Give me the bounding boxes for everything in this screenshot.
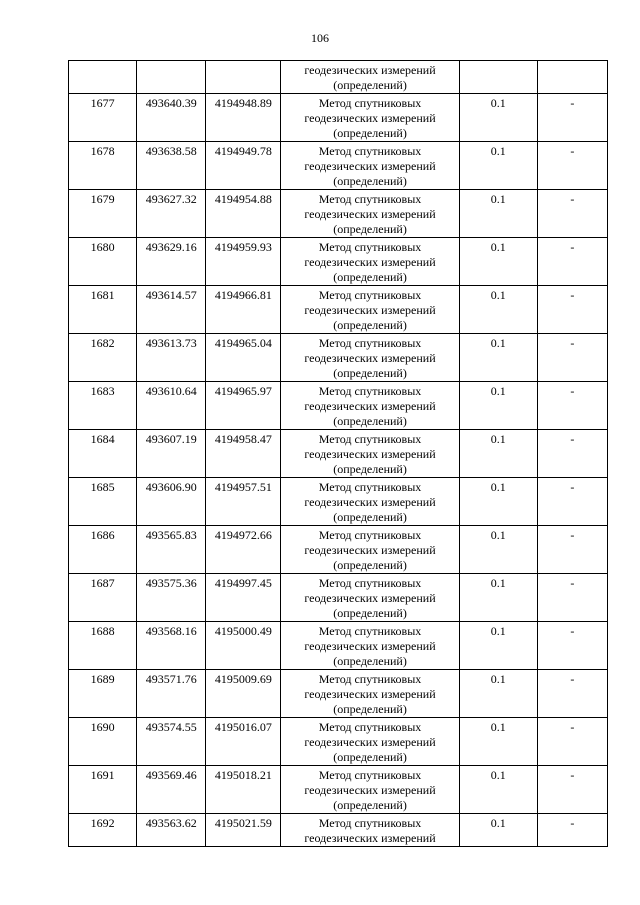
method-line: (определений): [333, 366, 407, 380]
cell-method: [281, 382, 459, 430]
method-line: (определений): [333, 78, 407, 92]
cell-num: 1692: [69, 814, 137, 847]
cell-x: 493607.19: [137, 430, 206, 478]
cell-num: 1682: [69, 334, 137, 382]
cell-x: 493606.90: [137, 478, 206, 526]
method-line: (определений): [333, 318, 407, 332]
page-number: 106: [311, 31, 329, 45]
method-line: Метод спутниковых: [318, 480, 422, 494]
cell-y: 4194948.89: [206, 94, 281, 142]
cell-accuracy: 0.1: [459, 814, 537, 847]
cell-method: [281, 94, 459, 142]
cell-y: 4195021.59: [206, 814, 281, 847]
cell-x: [137, 61, 206, 94]
method-line: (определений): [333, 414, 407, 428]
method-line: Метод спутниковых: [318, 576, 422, 590]
table-row: [69, 526, 608, 574]
cell-accuracy: 0.1: [459, 718, 537, 766]
cell-num: 1686: [69, 526, 137, 574]
cell-note: -: [537, 526, 607, 574]
table-row: [69, 142, 608, 190]
method-line: Метод спутниковых: [318, 192, 422, 206]
cell-accuracy: 0.1: [459, 430, 537, 478]
method-line: Метод спутниковых: [318, 672, 422, 686]
method-line: Метод спутниковых: [318, 384, 422, 398]
cell-accuracy: 0.1: [459, 94, 537, 142]
cell-y: 4195018.21: [206, 766, 281, 814]
table-row: [69, 670, 608, 718]
method-line: Метод спутниковых: [318, 432, 422, 446]
cell-x: 493574.55: [137, 718, 206, 766]
method-line: геодезических измерений: [304, 639, 436, 653]
method-line: (определений): [333, 750, 407, 764]
cell-note: -: [537, 286, 607, 334]
cell-method: [281, 670, 459, 718]
method-line: Метод спутниковых: [318, 288, 422, 302]
table-body: [69, 61, 608, 847]
cell-note: -: [537, 622, 607, 670]
cell-note: -: [537, 142, 607, 190]
cell-note: -: [537, 190, 607, 238]
cell-y: 4194958.47: [206, 430, 281, 478]
cell-method: [281, 526, 459, 574]
table-row: [69, 718, 608, 766]
cell-x: 493613.73: [137, 334, 206, 382]
cell-num: 1679: [69, 190, 137, 238]
method-line: геодезических измерений: [304, 111, 436, 125]
method-line: геодезических измерений: [304, 303, 436, 317]
cell-note: [537, 61, 607, 94]
cell-method: [281, 190, 459, 238]
cell-y: 4194954.88: [206, 190, 281, 238]
method-line: (определений): [333, 558, 407, 572]
cell-y: 4194957.51: [206, 478, 281, 526]
cell-x: 493610.64: [137, 382, 206, 430]
cell-y: 4194965.97: [206, 382, 281, 430]
cell-method: [281, 766, 459, 814]
cell-x: 493640.39: [137, 94, 206, 142]
cell-y: 4195000.49: [206, 622, 281, 670]
method-line: геодезических измерений: [304, 351, 436, 365]
cell-accuracy: 0.1: [459, 526, 537, 574]
table-row: [69, 238, 608, 286]
cell-num: 1683: [69, 382, 137, 430]
cell-x: 493569.46: [137, 766, 206, 814]
method-line: геодезических измерений: [304, 687, 436, 701]
cell-note: -: [537, 382, 607, 430]
table-row: [69, 286, 608, 334]
cell-x: 493627.32: [137, 190, 206, 238]
method-line: геодезических измерений: [304, 255, 436, 269]
method-line: Метод спутниковых: [318, 720, 422, 734]
cell-num: 1690: [69, 718, 137, 766]
method-line: (определений): [333, 798, 407, 812]
method-line: Метод спутниковых: [318, 240, 422, 254]
table-row: [69, 382, 608, 430]
cell-note: -: [537, 766, 607, 814]
cell-method: [281, 718, 459, 766]
method-line: геодезических измерений: [304, 591, 436, 605]
cell-accuracy: 0.1: [459, 766, 537, 814]
method-line: Метод спутниковых: [318, 528, 422, 542]
method-line: (определений): [333, 462, 407, 476]
method-line: Метод спутниковых: [318, 336, 422, 350]
cell-y: 4195009.69: [206, 670, 281, 718]
cell-accuracy: 0.1: [459, 622, 537, 670]
method-line: геодезических измерений: [304, 63, 436, 77]
cell-x: 493568.16: [137, 622, 206, 670]
cell-method: [281, 286, 459, 334]
method-line: (определений): [333, 510, 407, 524]
cell-note: -: [537, 94, 607, 142]
cell-method: [281, 430, 459, 478]
cell-num: 1685: [69, 478, 137, 526]
method-line: геодезических измерений: [304, 399, 436, 413]
cell-accuracy: 0.1: [459, 382, 537, 430]
cell-x: 493638.58: [137, 142, 206, 190]
table-row: [69, 766, 608, 814]
method-line: геодезических измерений: [304, 207, 436, 221]
table-row: [69, 190, 608, 238]
method-line: Метод спутниковых: [318, 768, 422, 782]
cell-method: [281, 622, 459, 670]
cell-note: -: [537, 430, 607, 478]
cell-num: 1684: [69, 430, 137, 478]
cell-accuracy: 0.1: [459, 574, 537, 622]
cell-accuracy: 0.1: [459, 334, 537, 382]
method-line: геодезических измерений: [304, 831, 436, 845]
cell-note: -: [537, 718, 607, 766]
method-line: (определений): [333, 702, 407, 716]
cell-method: [281, 334, 459, 382]
cell-num: 1689: [69, 670, 137, 718]
table-row: [69, 334, 608, 382]
cell-y: 4194966.81: [206, 286, 281, 334]
cell-x: 493563.62: [137, 814, 206, 847]
coordinates-table: [68, 60, 608, 847]
cell-note: -: [537, 670, 607, 718]
method-line: (определений): [333, 270, 407, 284]
method-line: Метод спутниковых: [318, 96, 422, 110]
method-line: геодезических измерений: [304, 783, 436, 797]
cell-x: 493571.76: [137, 670, 206, 718]
cell-accuracy: 0.1: [459, 238, 537, 286]
cell-y: 4194972.66: [206, 526, 281, 574]
cell-num: [69, 61, 137, 94]
cell-accuracy: 0.1: [459, 478, 537, 526]
method-line: Метод спутниковых: [318, 144, 422, 158]
cell-note: -: [537, 334, 607, 382]
method-line: (определений): [333, 654, 407, 668]
cell-accuracy: [459, 61, 537, 94]
table-row: [69, 814, 608, 847]
cell-accuracy: 0.1: [459, 142, 537, 190]
cell-y: 4194965.04: [206, 334, 281, 382]
method-line: геодезических измерений: [304, 447, 436, 461]
cell-note: -: [537, 574, 607, 622]
table-row: [69, 574, 608, 622]
cell-method: [281, 478, 459, 526]
cell-method: [281, 574, 459, 622]
method-line: Метод спутниковых: [318, 816, 422, 830]
method-line: (определений): [333, 606, 407, 620]
cell-num: 1687: [69, 574, 137, 622]
cell-y: 4194949.78: [206, 142, 281, 190]
method-line: геодезических измерений: [304, 159, 436, 173]
cell-num: 1680: [69, 238, 137, 286]
method-line: (определений): [333, 174, 407, 188]
cell-method: [281, 142, 459, 190]
cell-x: 493629.16: [137, 238, 206, 286]
cell-method: [281, 238, 459, 286]
table-row: [69, 430, 608, 478]
cell-num: 1677: [69, 94, 137, 142]
method-line: (определений): [333, 126, 407, 140]
method-line: геодезических измерений: [304, 495, 436, 509]
cell-num: 1678: [69, 142, 137, 190]
method-line: геодезических измерений: [304, 735, 436, 749]
table-row: [69, 94, 608, 142]
method-line: геодезических измерений: [304, 543, 436, 557]
table-row: [69, 478, 608, 526]
table-row: [69, 622, 608, 670]
cell-x: 493565.83: [137, 526, 206, 574]
cell-num: 1691: [69, 766, 137, 814]
cell-accuracy: 0.1: [459, 670, 537, 718]
cell-method: [281, 61, 459, 94]
cell-y: [206, 61, 281, 94]
method-line: (определений): [333, 222, 407, 236]
cell-note: -: [537, 238, 607, 286]
cell-note: -: [537, 478, 607, 526]
cell-x: 493575.36: [137, 574, 206, 622]
cell-num: 1688: [69, 622, 137, 670]
method-line: Метод спутниковых: [318, 624, 422, 638]
cell-x: 493614.57: [137, 286, 206, 334]
table-row-continuation: [69, 61, 608, 94]
cell-accuracy: 0.1: [459, 286, 537, 334]
cell-note: -: [537, 814, 607, 847]
cell-y: 4194997.45: [206, 574, 281, 622]
cell-y: 4194959.93: [206, 238, 281, 286]
cell-accuracy: 0.1: [459, 190, 537, 238]
cell-method: [281, 814, 459, 847]
cell-num: 1681: [69, 286, 137, 334]
cell-y: 4195016.07: [206, 718, 281, 766]
